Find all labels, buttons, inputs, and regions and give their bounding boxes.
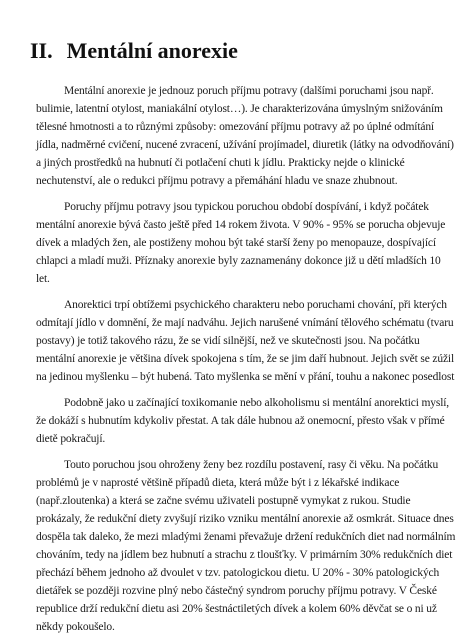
document-body [36, 82, 456, 644]
text-line: a jiných prostředků na hubnutí či potlačení chuti k jídlu. Prakticky nejde o klinické [36, 157, 405, 169]
text-line: republice drží redukční dietu asi 20% šestnáctiletých dívek a kolem 60% děvčat se o ni už [36, 603, 437, 615]
text-line: let. [36, 273, 50, 285]
text-line: chlapci a mladí muži. Příznaky anorexie byly zaznamenány dokonce již u dětí mladších 10 [36, 255, 441, 267]
text-line: Podobně jako u začínající toxikomanie nebo alkoholismu si mentální anorektici myslí, [64, 397, 450, 409]
text-line: Poruchy příjmu potravy jsou typickou poruchou období dospívání, i když počátek [64, 201, 429, 213]
text-line: někdy pokoušelo. [36, 621, 115, 633]
text-line: na jedinou myšlenku – být hubená. Tato myšlenka se mění v přání, touhu a nakonec posedlost [36, 371, 455, 383]
text-line: problémů je v naprosté většině případů dieta, která může být i z lékařské indikace [36, 477, 400, 489]
text-line: že dokáží s hubnutím kdykoliv přestat. A tak dále hubnou až onemocní, přesto však v přímé [36, 415, 445, 427]
text-line: prokázaly, že redukční diety zvyšují riziko vzniku mentální anorexie až osmkrát. Situace dnes [36, 513, 454, 525]
text-line: Anorektici trpí obtížemi psychického charakteru nebo poruchami chování, při kterých [64, 299, 447, 311]
text-line: Touto poruchou jsou ohroženy ženy bez rozdílu postavení, rasy či věku. Na počátku [64, 459, 439, 471]
text-line: jídla, nadměrné cvičení, nucené zvracení, užívání projímadel, diuretik (látky na odvodňování) [36, 139, 454, 151]
chapter-number: II. [30, 38, 53, 63]
paragraph-onset [36, 198, 456, 288]
text-line: dietě pokračují. [36, 433, 106, 445]
text-line: Mentální anorexie je jednouz poruch příjmu potravy (dalšími poruchami jsou např. [64, 85, 434, 97]
text-line: tělesné hmotnosti a to různými způsoby: omezování příjmu potravy až po úplné odmítání [36, 121, 434, 133]
text-line: bulimie, latentní otylost, maniakální otylost…). Je charakterizována úmyslným snižováním [36, 103, 443, 115]
paragraph-definition [36, 82, 456, 190]
text-line: (např.zloutenka) a která se začne svému uživateli postupně vymykat z rukou. Studie [36, 495, 411, 507]
chapter-title: Mentální anorexie [66, 38, 238, 63]
text-line: postavy) je totiž takového rázu, že se vidí silnější, než ve skutečnosti jsou. Na počátku [36, 335, 420, 347]
paragraph-psychology [36, 296, 456, 386]
text-line: mentální anorexie bývá často ještě před 14 rokem života. V 90% - 95% se porucha objevuje [36, 219, 446, 231]
text-line: dívek a mladých žen, ale postiženy mohou být také starší ženy po menopauze, dospívající [36, 237, 436, 249]
text-line: mentální anorexie je většina dívek spokojena s tím, že se jim daří hubnout. Jejich svět se zúžil [36, 353, 455, 365]
paragraph-risk [36, 456, 456, 636]
text-line: chováním, tedy na jídlem bez hubnutí a strachu z tloušťky. V primárním 30% redukčních diet [36, 549, 453, 561]
text-line: nechutenství, ale o redukci příjmu potravy a přemáhání hladu ve snaze zhubnout. [36, 175, 398, 187]
text-line: dospěla tak daleko, že mezi mladými ženami převažuje držení redukčních diet nad normálním [36, 531, 456, 543]
paragraph-addiction [36, 394, 456, 448]
text-line: odmítají jídlo v domnění, že mají nadváhu. Jejich narušené vnímání tělového schématu (tvaru [36, 317, 454, 329]
text-line: přechází během jednoho až dvoulet v tzv. patologickou dietu. U 20% - 30% patologických [36, 567, 440, 579]
chapter-heading [30, 38, 238, 64]
text-line: dietářek se později rozvine plný nebo částečný syndrom poruchy příjmu potravy. V České [36, 585, 437, 597]
